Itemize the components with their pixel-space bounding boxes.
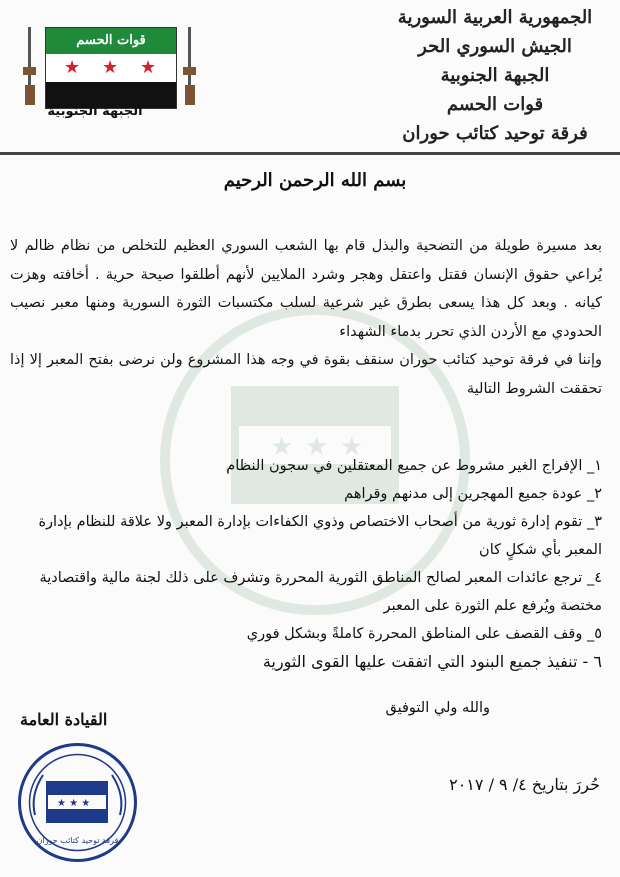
star-icon: ★ [64, 57, 81, 78]
flag-emblem [20, 22, 200, 112]
condition-item: ١_ الإفراج الغير مشروط عن جميع المعتقلين في سجون النظام [226, 458, 602, 474]
flag-caption: الجبهة الجنوبية [47, 104, 143, 119]
paragraph-intro: بعد مسيرة طويلة من التضحية والبذل قام بها الشعب السوري العظيم للتخلص من نظام ظالم لا يُراعي حقوق الإنسان فقتل واعتقل وهجر وشرد الملايين لأنهم أطلقوا صيحة حرية . أخافته وهزت كيانه . وبعد كل هذا يسعى بطرق غير شرعية لسلب مكتسبات الثورة السورية ومنها معبر نصيب الحدودي مع الأردن الذي تحرر بدماء الشهداء [10, 238, 602, 340]
revolution-flag [45, 27, 177, 109]
condition-item: ٦ - تنفيذ جميع البنود التي اتفقت عليها القوى الثورية [262, 652, 602, 671]
letterhead-forces: قوات الحسم [446, 94, 544, 115]
rifle-right-icon [180, 27, 200, 107]
signoff: القيادة العامة [20, 710, 108, 729]
condition-item: ٣_ تقوم إدارة ثورية من أصحاب الاختصاص وذوي الكفاءات بإدارة المعبر ولا علاقة للنظام بإدارة المعبر بأي شكلٍ كان [38, 514, 602, 558]
svg-text:★: ★ [270, 432, 294, 462]
rifle-left-icon [20, 27, 40, 107]
star-icon: ★ [140, 57, 157, 78]
star-icon: ★ [102, 57, 119, 78]
seal-text: فرقة توحيد كتائب حوران [36, 836, 119, 845]
paragraph-position: وإننا في فرقة توحيد كتائب حوران سنقف بقوة في وجه هذا المشروع ولن نرضى بفتح المعبر إلا إذا تحققت الشروط التالية [10, 352, 602, 397]
division-seal [15, 740, 140, 865]
svg-text:★: ★ [340, 432, 364, 462]
letterhead-front: الجبهة الجنوبية [440, 65, 550, 86]
basmala: بسم الله الرحمن الرحيم [223, 170, 407, 191]
svg-text:★ ★ ★: ★ ★ ★ [57, 798, 91, 809]
svg-text:★: ★ [305, 432, 329, 462]
conditions-list [10, 452, 602, 676]
letterhead-republic: الجمهورية العربية السورية [397, 7, 593, 28]
condition-item: ٤_ ترجع عائدات المعبر لصالح المناطق الثورية المحررة وتشرف على ذلك لجنة مالية واقتصادية مختصة ويُرفع علم الثورة على المعبر [39, 570, 602, 614]
letterhead-division: فرقة توحيد كتائب حوران [402, 123, 588, 144]
flag-banner: قوات الحسم [46, 28, 176, 54]
issue-date: حُررَ بتاريخ ٤/ ٩ / ٢٠١٧ [449, 775, 600, 794]
letterhead [380, 6, 610, 146]
header-divider [0, 152, 620, 155]
closing-phrase: والله ولي التوفيق [385, 700, 490, 716]
letterhead-army: الجيش السوري الحر [418, 36, 572, 57]
condition-item: ٥_ وقف القصف على المناطق المحررة كاملةً وبشكل فوري [246, 626, 602, 642]
condition-item: ٢_ عودة جميع المهجرين إلى مدنهم وقراهم [344, 486, 602, 502]
statement-body [10, 232, 602, 403]
